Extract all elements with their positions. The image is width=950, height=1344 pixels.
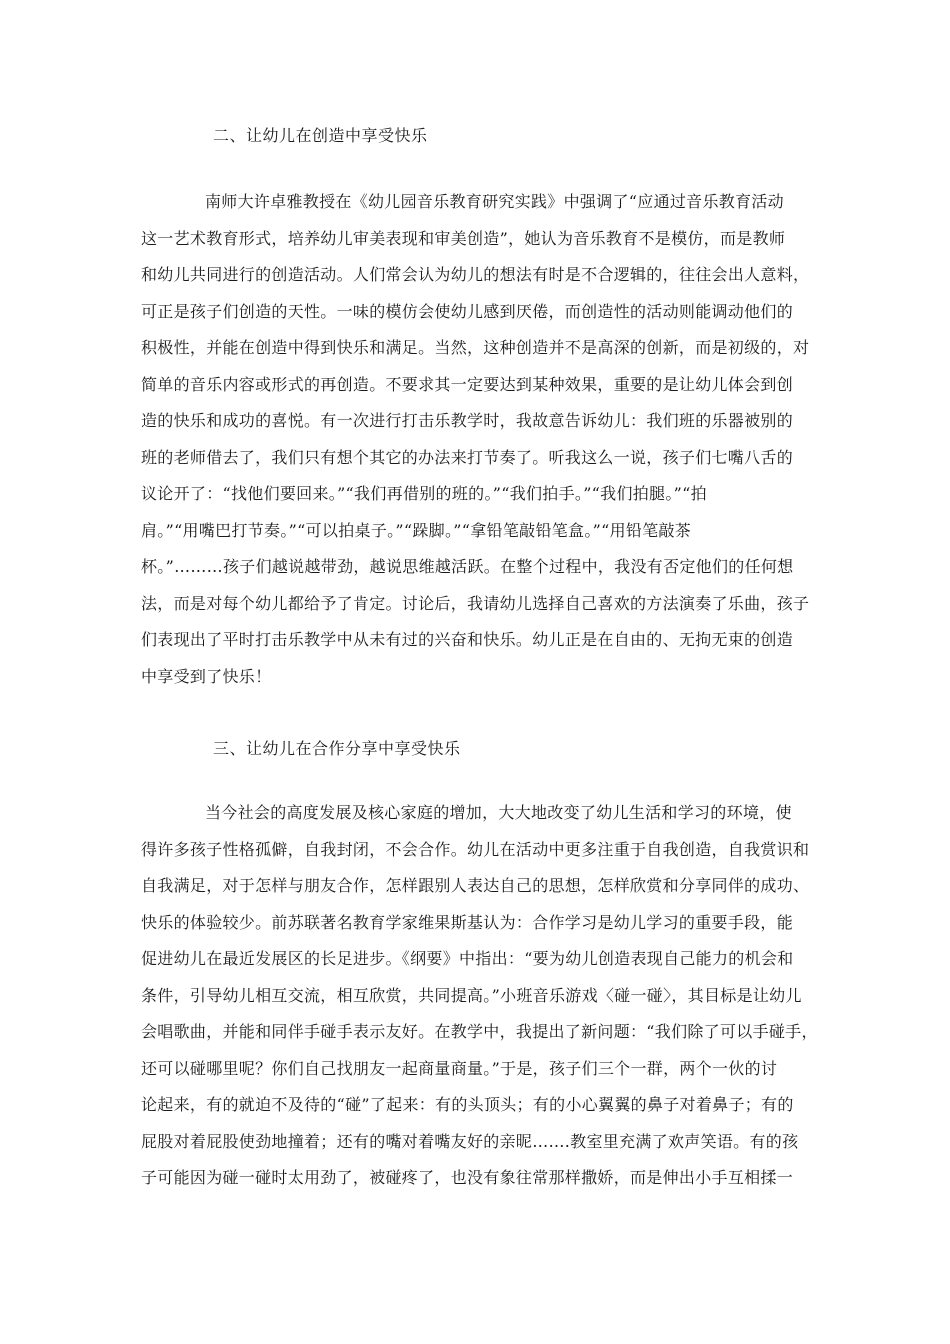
paragraph-line: 中享受到了快乐！ — [141, 666, 272, 686]
paragraph-line: 可正是孩子们创造的天性。一味的模仿会使幼儿感到厌倦，而创造性的活动则能调动他们的 — [141, 301, 794, 321]
paragraph-line: 屁股对着屁股使劲地撞着；还有的嘴对着嘴友好的亲昵…….教室里充满了欢声笑语。有的孩 — [141, 1131, 799, 1151]
paragraph-line: 这一艺术教育形式，培养幼儿审美表现和审美创造”，她认为音乐教育不是模仿，而是教师 — [141, 228, 786, 248]
paragraph-line: 肩。”“用嘴巴打节奏。”“可以拍桌子。”“跺脚。”“拿铅笔敲铅笔盒。”“用铅笔敲茶 — [141, 520, 692, 540]
paragraph-line: 们表现出了平时打击乐教学中从未有过的兴奋和快乐。幼儿正是在自由的、无拘无束的创造 — [141, 630, 794, 649]
paragraph-line: 简单的音乐内容或形式的再创造。不要求其一定要达到某种效果，重要的是让幼儿体会到创 — [141, 374, 794, 394]
paragraph-line: 南师大许卓雅教授在《幼儿园音乐教育研究实践》中强调了“应通过音乐教育活动 — [205, 192, 784, 211]
paragraph-line: 快乐的体验较少。前苏联著名教育学家维果斯基认为：合作学习是幼儿学习的重要手段，能 — [141, 912, 794, 932]
section-2-paragraph — [141, 184, 841, 695]
section-heading-2: 二、让幼儿在创造中享受快乐 — [213, 126, 428, 145]
paragraph-line: 议论开了：“找他们要回来。”“我们再借别的班的。”“我们拍手。”“我们拍腿。”“拍 — [141, 484, 707, 503]
paragraph-line: 积极性，并能在创造中得到快乐和满足。当然，这种创造并不是高深的创新，而是初级的，对 — [141, 338, 810, 357]
paragraph-line: 法，而是对每个幼儿都给予了肯定。讨论后，我请幼儿选择自己喜欢的方法演奏了乐曲，孩子 — [141, 593, 810, 613]
section-heading-3: 三、让幼儿在合作分享中享受快乐 — [213, 739, 461, 758]
paragraph-line: 当今社会的高度发展及核心家庭的增加，大大地改变了幼儿生活和学习的环境，使 — [205, 803, 792, 822]
paragraph-line: 杯。”………孩子们越说越带劲，越说思维越活跃。在整个过程中，我没有否定他们的任何想 — [141, 557, 794, 576]
section-3-paragraph — [141, 795, 841, 1197]
paragraph-line: 得许多孩子性格孤僻，自我封闭，不会合作。幼儿在活动中更多注重于自我创造，自我赏识和 — [141, 839, 810, 859]
paragraph-line: 造的快乐和成功的喜悦。有一次进行打击乐教学时，我故意告诉幼儿：我们班的乐器被别的 — [141, 411, 794, 430]
paragraph-line: 自我满足，对于怎样与朋友合作，怎样跟别人表达自己的思想，怎样欣赏和分享同伴的成功、 — [141, 876, 810, 895]
paragraph-line: 班的老师借去了，我们只有想个其它的办法来打节奏了。听我这么一说，孩子们七嘴八舌的 — [141, 447, 794, 467]
paragraph-line: 还可以碰哪里呢？你们自己找朋友一起商量商量。”于是，孩子们三个一群，两个一伙的讨 — [141, 1058, 778, 1078]
paragraph-line: 促进幼儿在最近发展区的长足进步。《纲要》中指出：“要为幼儿创造表现自己能力的机会和 — [141, 949, 794, 968]
paragraph-line: 论起来，有的就迫不及待的“碰”了起来：有的头顶头；有的小心翼翼的鼻子对着鼻子；有的 — [141, 1095, 794, 1114]
paragraph-line: 和幼儿共同进行的创造活动。人们常会认为幼儿的想法有时是不合逻辑的，往往会出人意料， — [141, 265, 810, 284]
paragraph-line: 子可能因为碰一碰时太用劲了，被碰疼了，也没有象往常那样撒娇，而是伸出小手互相揉一 — [141, 1168, 794, 1187]
paragraph-line: 会唱歌曲，并能和同伴手碰手表示友好。在教学中，我提出了新问题：“我们除了可以手碰手， — [141, 1022, 818, 1041]
paragraph-line: 条件，引导幼儿相互交流，相互欣赏，共同提高。”小班音乐游戏〈碰一碰〉，其目标是让幼儿 — [141, 985, 802, 1005]
